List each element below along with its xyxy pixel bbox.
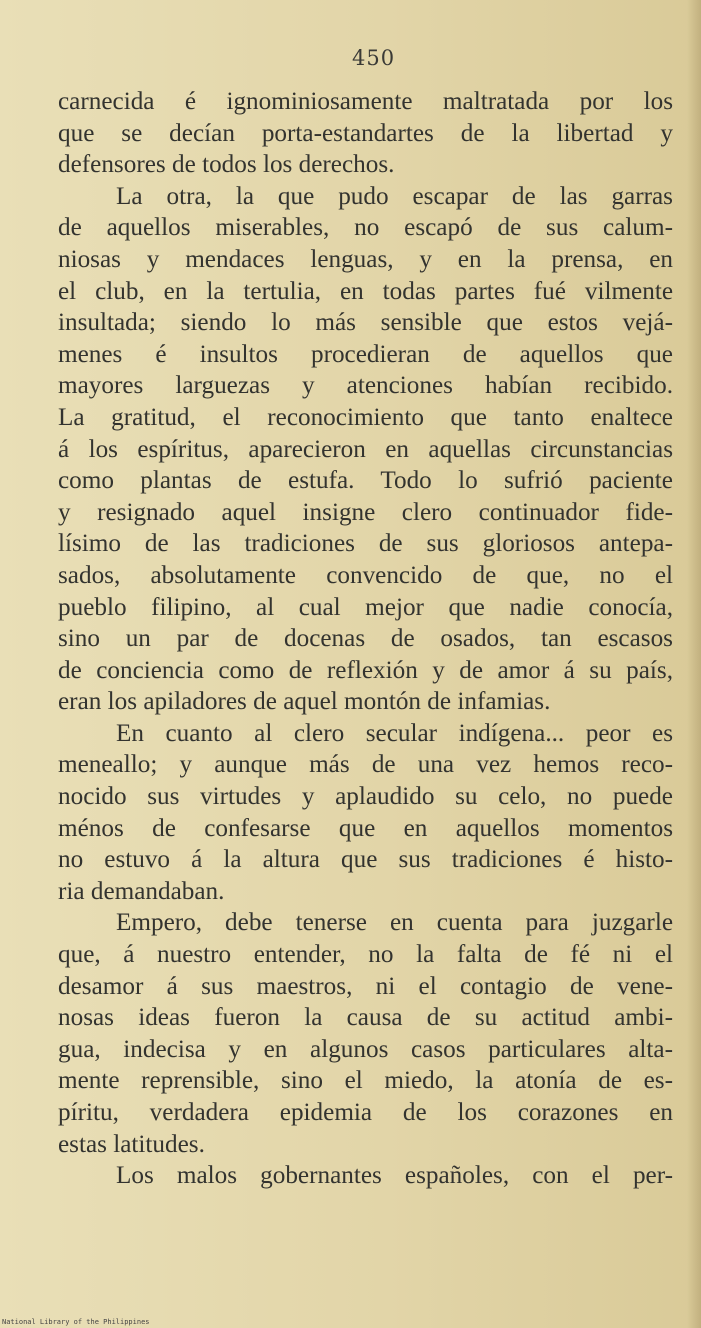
library-footer: National Library of the Philippines [2,1318,150,1326]
text-line: eran los apiladores de aquel montón de infamias. [58,688,551,716]
text-line: meneallo; y aunque más de una vez hemos reco- [58,751,673,779]
text-line: nocido sus virtudes y aplaudido su celo, no puede [58,783,673,811]
text-line: pueblo filipino, al cual mejor que nadie conocía, [58,593,673,621]
text-line: La gratitud, el reconocimiento que tanto enaltece [58,403,673,431]
text-line: ménos de confesarse que en aquellos momentos [58,814,673,842]
text-line: defensores de todos los derechos. [58,151,395,179]
text-line: La otra, la que pudo escapar de las garras [116,182,673,210]
text-line: como plantas de estufa. Todo lo sufrió paciente [58,467,673,495]
body-text [58,86,673,1192]
text-line: desamor á sus maestros, ni el contagio de vene- [58,972,673,1000]
text-line: no estuvo á la altura que sus tradiciones é histo- [58,846,673,874]
text-line: carnecida é ignominiosamente maltratada por los [58,88,673,115]
text-line: el club, en la tertulia, en todas partes fué vilmente [58,277,673,305]
text-line: Empero, debe tenerse en cuenta para juzgarle [116,909,673,937]
text-line: nosas ideas fueron la causa de su actitud ambi- [58,1004,673,1032]
text-line: insultada; siendo lo más sensible que estos vejá- [58,309,673,337]
text-line: estas latitudes. [58,1130,205,1158]
text-line: de aquellos miserables, no escapó de sus calum- [58,214,673,242]
page-number: 450 [352,46,396,70]
text-line: mente reprensible, sino el miedo, la atonía de es- [58,1067,673,1095]
text-line: En cuanto al clero secular indígena... peor es [116,719,673,747]
text-line: niosas y mendaces lenguas, y en la prensa, en [58,245,673,273]
page-edge-shadow [687,0,701,1328]
text-line: mayores larguezas y atenciones habían recibido. [58,372,673,400]
text-line: de conciencia como de reflexión y de amor á su país, [58,656,673,684]
text-line: que se decían porta-estandartes de la libertad y [58,119,673,147]
text-line: sados, absolutamente convencido de que, no el [58,561,673,589]
text-line: píritu, verdadera epidemia de los corazones en [58,1099,673,1126]
text-line: que, á nuestro entender, no la falta de fé ni el [58,941,673,969]
text-line: á los espíritus, aparecieron en aquellas circunstancias [58,435,673,463]
text-line: gua, indecisa y en algunos casos particulares alta- [58,1035,673,1063]
text-line: sino un par de docenas de osados, tan escasos [58,625,673,653]
text-line: menes é insultos procedieran de aquellos que [58,340,673,368]
text-line: ria demandaban. [58,877,225,905]
text-line: y resignado aquel insigne clero continuador fide- [58,498,673,526]
text-line: Los malos gobernantes españoles, con el per- [116,1162,673,1190]
text-line: lísimo de las tradiciones de sus gloriosos antepa- [58,530,673,558]
